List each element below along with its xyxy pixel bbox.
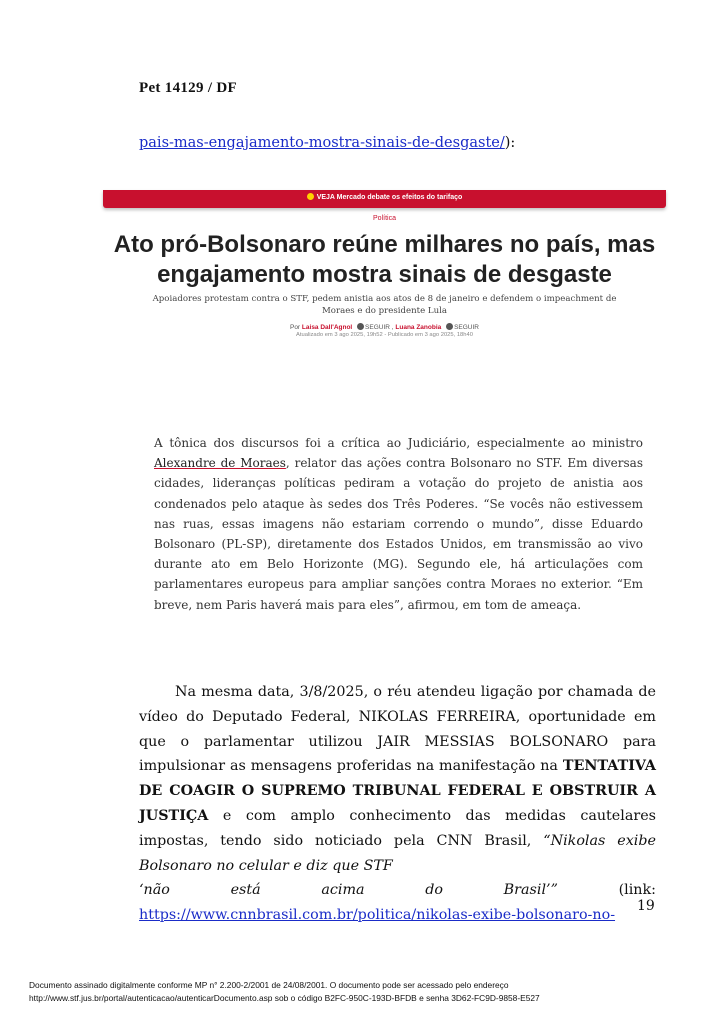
body-bold-accusation: TENTATIVA DE COAGIR O SUPREMO TRIBUNAL FEDERAL E OBSTRUIR A JUSTIÇA — [139, 758, 656, 824]
follow-author-1: SEGUIR — [365, 324, 390, 331]
verified-check-icon — [446, 323, 453, 330]
headline-line-2: engajamento mostra sinais de desgaste — [157, 261, 612, 288]
footer-line-2: http://www.stf.jus.br/portal/autenticacao/autenticarDocumento.asp sob o código B2FC-950C-193D-BFDB e senha 3D62-FC9D-9858-E527 — [29, 992, 540, 1003]
process-header: Pet 14129 / DF — [139, 80, 237, 96]
article-section: Política — [373, 215, 396, 222]
headline-line-1: Ato pró-Bolsonaro reúne milhares no país, mas — [113, 231, 656, 258]
cnn-article-link[interactable]: https://www.cnnbrasil.com.br/politica/nikolas-exibe-bolsonaro-no- — [139, 907, 616, 924]
body-text-1: Na mesma data, 3/8/2025, o réu atendeu ligação por chamada de vídeo do Deputado Federal, NIKOLAS FERREIRA, oportunidade em que o parlamentar utilizou JAIR MESSIAS BOLSONARO para impulsionar as mensagens proferidas na manifestação na — [139, 684, 656, 775]
signature-footer — [29, 979, 709, 1004]
spread-word: do — [425, 882, 443, 899]
article-dek — [143, 293, 626, 317]
spread-word: ‘não — [139, 882, 170, 899]
spread-word: Brasil’” — [503, 882, 558, 899]
quote-part-2: , relator das ações contra Bolsonaro no STF. Em diversas cidades, lideranças políticas pediram a votação do projeto de anistia aos condenados pelo ataque às sedes dos Três Poderes. “Se vocês não estivessem nas ruas, essas imagens não estariam correndo o mundo”, disse Eduardo Bolsonaro (PL-SP), diretamente dos Estados Unidos, em transmissão ao vivo durante ato em Belo Horizonte (MG). Segundo ele, há articulações com parlamentares europeus para ampliar sanções contra Moraes no exterior. “Em breve, nem Paris haverá mais para eles”, afirmou, em tom de ameaça. — [154, 456, 643, 612]
article-timestamps: Atualizado em 3 ago 2025, 19h52 - Publicado em 3 ago 2025, 18h40 — [296, 332, 473, 338]
article-topbar — [103, 190, 666, 208]
topbar-text: VEJA Mercado debate os efeitos do tarifaço — [316, 194, 463, 201]
article-screenshot — [103, 190, 666, 355]
link-close-paren: ): — [504, 135, 516, 151]
verified-check-icon — [357, 323, 364, 330]
link-continuation — [139, 135, 515, 151]
article-headline — [103, 230, 666, 290]
veja-dot-icon — [307, 193, 314, 200]
author-2: Luana Zanobia — [395, 324, 442, 331]
byline-prefix: Por — [289, 324, 301, 331]
page-number: 19 — [637, 898, 655, 914]
footer-line-1: Documento assinado digitalmente conforme MP n° 2.200-2/2001 de 24/08/2001. O documento pode ser acessado pelo endereço — [29, 980, 509, 990]
dek-line-2: Moraes e do presidente Lula — [321, 306, 448, 316]
spread-word: acima — [321, 882, 365, 899]
body-text-2: e com amplo conhecimento das medidas cautelares impostas, tendo sido noticiado pela CNN Brasil, — [139, 807, 656, 849]
article-byline: Por Laisa Dall'Agnol SEGUIR , Luana Zanobia SEGUIR — [289, 324, 479, 331]
spread-word: está — [230, 882, 261, 899]
spread-word: (link: — [618, 882, 656, 899]
cnn-headline-start: “Nikolas exibe Bolsonaro no celular e diz que STF — [139, 832, 656, 874]
topbar-banner — [103, 193, 666, 201]
quote-name-link: Alexandre de Moraes — [154, 456, 286, 471]
quote-part-1: A tônica dos discursos foi a crítica ao Judiciário, especialmente ao ministro — [154, 436, 643, 450]
follow-author-2: SEGUIR — [454, 324, 479, 331]
body-paragraph — [139, 680, 656, 928]
article-link-continuation[interactable]: pais-mas-engajamento-mostra-sinais-de-desgaste/ — [139, 135, 505, 151]
dek-line-1: Apoiadores protestam contra o STF, pedem anistia aos atos de 8 de janeiro e defendem o impeachment de — [152, 294, 617, 304]
quoted-excerpt — [154, 433, 643, 615]
justified-line — [139, 878, 656, 903]
author-1: Laisa Dall'Agnol — [301, 324, 353, 331]
